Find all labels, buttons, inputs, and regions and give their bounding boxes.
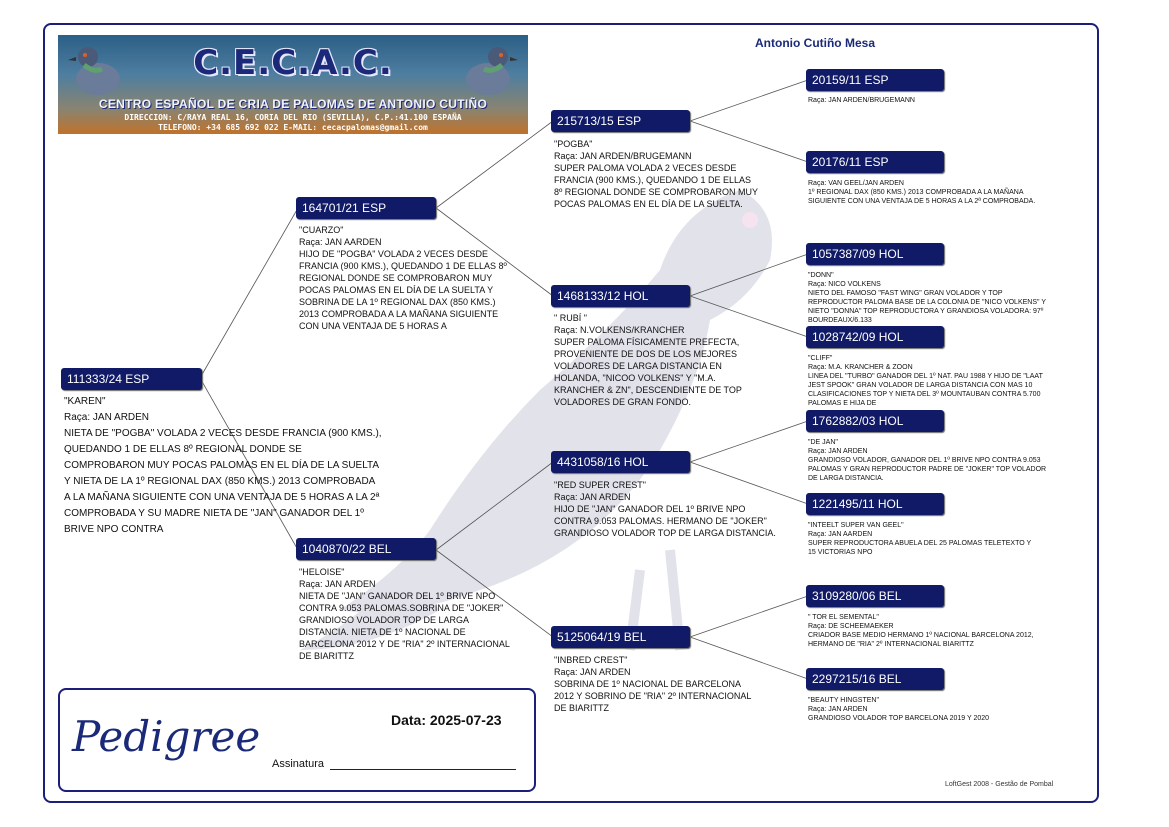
grandparent-race-4: Raça: JAN ARDEN (554, 667, 631, 677)
banner-subtitle: CENTRO ESPAÑOL DE CRIA DE PALOMAS DE ANTONIO CUTIÑO (98, 97, 488, 111)
grandparent-ring-2[interactable]: 1468133/12 HOL (551, 285, 690, 307)
great-grandparent-race-8: Raça: JAN ARDEN (808, 706, 868, 713)
subject-race: Raça: JAN ARDEN (64, 412, 150, 423)
great-grandparent-ring-3[interactable]: 1057387/09 HOL (806, 243, 944, 265)
banner-address: DIRECCION: C/RAYA REAL 16, CORIA DEL RIO (SEVILLA), C.P.:41.100 ESPAÑA (124, 113, 462, 122)
great-grandparent-race-7: Raça: DE SCHEEMAEKER (808, 623, 894, 630)
dam-race: Raça: JAN ARDEN (299, 579, 376, 589)
owner-name: Antonio Cutiño Mesa (755, 36, 875, 50)
grandparent-race-1: Raça: JAN ARDEN/BRUGEMANN (554, 151, 692, 161)
great-grandparent-text-3: NIETO DEL FAMOSO "FAST WING" GRAN VOLADOR Y TOP REPRODUCTOR PALOMA BASE DE LA COLONIA DE "NICO VOLKENS" Y NIETO "DONNA" TOP REPRODUCTORA Y GRANDIOSA VOLADORA: 97º BOURDEAUX/6.133 (808, 290, 1046, 324)
signature-label: Assinatura (272, 758, 324, 770)
great-grandparent-name-3: "DONN" (808, 272, 834, 279)
great-grandparent-description-4 (808, 354, 1046, 408)
grandparent-text-4: SOBRINA DE 1º NACIONAL DE BARCELONA 2012 Y SOBRINO DE "RIA" 2º INTERNACIONAL DE BIARITTZ (554, 679, 752, 713)
software-credit: LoftGest 2008 - Gestão de Pombal (945, 781, 1054, 788)
subject-description (64, 394, 382, 538)
dam-text: NIETA DE "JAN" GANADOR DEL 1º BRIVE NPO CONTRA 9.053 PALOMAS.SOBRINA DE "JOKER" GRANDIOSO VOLADOR TOP DE LARGA DISTANCIA. NIETA DE 1º NACIONAL DE BARCELONA 2012 Y DE "RIA" 2º INTERNACIONAL DE BIARITTZ (299, 591, 510, 661)
great-grandparent-ring-2[interactable]: 20176/11 ESP (806, 151, 944, 173)
great-grandparent-description-6 (808, 521, 1040, 557)
grandparent-ring-1[interactable]: 215713/15 ESP (551, 110, 690, 132)
sire-text: HIJO DE "POGBA" VOLADA 2 VECES DESDE FRANCIA (900 KMS.), QUEDANDO 1 DE ELLAS 8º REGIONAL DONDE SE COMPROBARON MUY POCAS PALOMAS EN EL DÍA DE LA SUELTA Y SOBRINA DE LA 1º REGIONAL DAX (850 KMS.) 2013 COMPROBADA A LA MAÑANA SIGUIENTE CON UNA VENTAJA DE 5 HORAS A (299, 249, 507, 331)
grandparent-name-2: " RUBÍ " (554, 313, 587, 323)
great-grandparent-name-8: "BEAUTY HINGSTEN" (808, 697, 879, 704)
grandparent-name-1: "POGBA" (554, 139, 593, 149)
grandparent-ring-4[interactable]: 5125064/19 BEL (551, 626, 690, 648)
grandparent-description-1 (554, 138, 759, 210)
great-grandparent-race-1: Raça: JAN ARDEN/BRUGEMANN (808, 97, 915, 104)
signature-line[interactable] (330, 769, 516, 770)
dam-ring[interactable]: 1040870/22 BEL (296, 538, 436, 560)
banner-title: C.E.C.A.C. (193, 43, 393, 83)
grandparent-text-1: SUPER PALOMA VOLADA 2 VECES DESDE FRANCIA (900 KMS.), QUEDANDO 1 DE ELLAS 8º REGIONAL DONDE SE COMPROBARON MUY POCAS PALOMAS EN EL DÍA DE LA SUELTA. (554, 163, 758, 209)
great-grandparent-text-5: GRANDIOSO VOLADOR, GANADOR DEL 1º BRIVE NPO CONTRA 9.053 PALOMAS Y GRAN REPRODUCTOR PADRE DE "JOKER" TOP VOLADOR DE LARGA DISTANCIA. (808, 457, 1047, 482)
great-grandparent-description-3 (808, 271, 1046, 325)
great-grandparent-ring-6[interactable]: 1221495/11 HOL (806, 493, 944, 515)
great-grandparent-description-5 (808, 438, 1048, 483)
great-grandparent-name-7: " TOR EL SEMENTAL" (808, 614, 879, 621)
grandparent-description-4 (554, 654, 759, 714)
great-grandparent-ring-4[interactable]: 1028742/09 HOL (806, 326, 944, 348)
great-grandparent-race-2: Raça: VAN GEEL/JAN ARDEN (808, 180, 904, 187)
grandparent-description-2 (554, 312, 759, 408)
dam-description (299, 566, 517, 662)
grandparent-text-3: HIJO DE "JAN" GANADOR DEL 1º BRIVE NPO CONTRA 9.053 PALOMAS. HERMANO DE "JOKER" GRANDIOSO VOLADOR TOP DE LARGA DISTANCIA. (554, 504, 776, 538)
great-grandparent-text-8: GRANDIOSO VOLADOR TOP BARCELONA 2019 Y 2020 (808, 715, 990, 722)
grandparent-name-4: "INBRED CREST" (554, 655, 628, 665)
sire-ring[interactable]: 164701/21 ESP (296, 197, 436, 219)
great-grandparent-race-5: Raça: JAN ARDEN (808, 448, 868, 455)
subject-ring[interactable]: 111333/24 ESP (61, 368, 202, 390)
great-grandparent-race-4: Raça: M.A. KRANCHER & ZOON (808, 364, 913, 371)
great-grandparent-description-2 (808, 179, 1040, 206)
sire-race: Raça: JAN AARDEN (299, 237, 382, 247)
great-grandparent-text-2: 1º REGIONAL DAX (850 KMS.) 2013 COMPROBADA A LA MAÑANA SIGUIENTE CON UNA VENTAJA DE 5 HORAS A LA 2ª COMPROBADA. (808, 189, 1036, 205)
great-grandparent-description-1 (808, 96, 1048, 105)
dam-name: "HELOISE" (299, 567, 345, 577)
great-grandparent-description-8 (808, 696, 1048, 723)
great-grandparent-name-5: "DE JAN" (808, 439, 838, 446)
great-grandparent-name-6: "INTEELT SUPER VAN GEEL" (808, 522, 904, 529)
sire-name: "CUARZO" (299, 225, 344, 235)
great-grandparent-race-6: Raça: JAN AARDEN (808, 531, 873, 538)
date-label: Data: 2025-07-23 (391, 712, 502, 728)
great-grandparent-ring-8[interactable]: 2297215/16 BEL (806, 668, 944, 690)
great-grandparent-text-7: CRIADOR BASE MEDIO HERMANO 1º NACIONAL BARCELONA 2012, HERMANO DE "RIA" 2º INTERNACIONAL BIARITTZ (808, 632, 1034, 648)
footer-box (58, 688, 536, 792)
grandparent-name-3: "RED SUPER CREST" (554, 480, 646, 490)
pedigree-logo: Pedigree (72, 712, 261, 761)
great-grandparent-description-7 (808, 613, 1048, 649)
grandparent-text-2: SUPER PALOMA FÍSICAMENTE PREFECTA, PROVENIENTE DE DOS DE LOS MEJORES VOLADORES DE LARGA DISTANCIA EN HOLANDA, "NICOO VOLKENS" Y "M.A. KRANCHER & ZN", DESCENDIENTE DE TOP VOLADORES DE GRAN FONDO. (554, 337, 742, 407)
great-grandparent-name-4: "CLIFF" (808, 355, 833, 362)
grandparent-race-2: Raça: N.VOLKENS/KRANCHER (554, 325, 685, 335)
great-grandparent-race-3: Raça: NICO VOLKENS (808, 281, 881, 288)
great-grandparent-text-4: LINEA DEL "TURBO" GANADOR DEL 1º NAT. PAU 1988 Y HIJO DE "LAAT JEST SPOOK" GRAN VOLADOR DE LARGA DISTANCIA CON MAS 10 CLASIFICACIONES TOP Y NIETA DEL 3º MOUNTAUBAN CONTRA 5.700 PALOMAS E HIJA DE (808, 373, 1043, 407)
subject-text: NIETA DE "POGBA" VOLADA 2 VECES DESDE FRANCIA (900 KMS.), QUEDANDO 1 DE ELLAS 8º REGIONAL DONDE SE COMPROBARON MUY POCAS PALOMAS EN EL DÍA DE LA SUELTA Y NIETA DE LA 1º REGIONAL DAX (850 KMS.) 2013 COMPROBADA A LA MAÑANA SIGUIENTE CON UNA VENTAJA DE 5 HORAS A LA 2ª COMPROBADA Y SU MADRE NIETA DE "JAN" GANADOR DEL 1º BRIVE NPO CONTRA (64, 428, 382, 535)
grandparent-ring-3[interactable]: 4431058/16 HOL (551, 451, 690, 473)
banner-phone: TELEFONO: +34 685 692 022 E-MAIL: cecacpalomas@gmail.com (158, 123, 428, 132)
great-grandparent-ring-7[interactable]: 3109280/06 BEL (806, 585, 944, 607)
grandparent-description-3 (554, 479, 784, 539)
great-grandparent-ring-5[interactable]: 1762882/03 HOL (806, 410, 944, 432)
great-grandparent-text-6: SUPER REPRODUCTORA ABUELA DEL 25 PALOMAS TELETEXTO Y 15 VICTORIAS NPO (808, 540, 1032, 556)
great-grandparent-ring-1[interactable]: 20159/11 ESP (806, 69, 944, 91)
sire-description (299, 224, 514, 332)
grandparent-race-3: Raça: JAN ARDEN (554, 492, 631, 502)
subject-name: "KAREN" (64, 396, 106, 407)
